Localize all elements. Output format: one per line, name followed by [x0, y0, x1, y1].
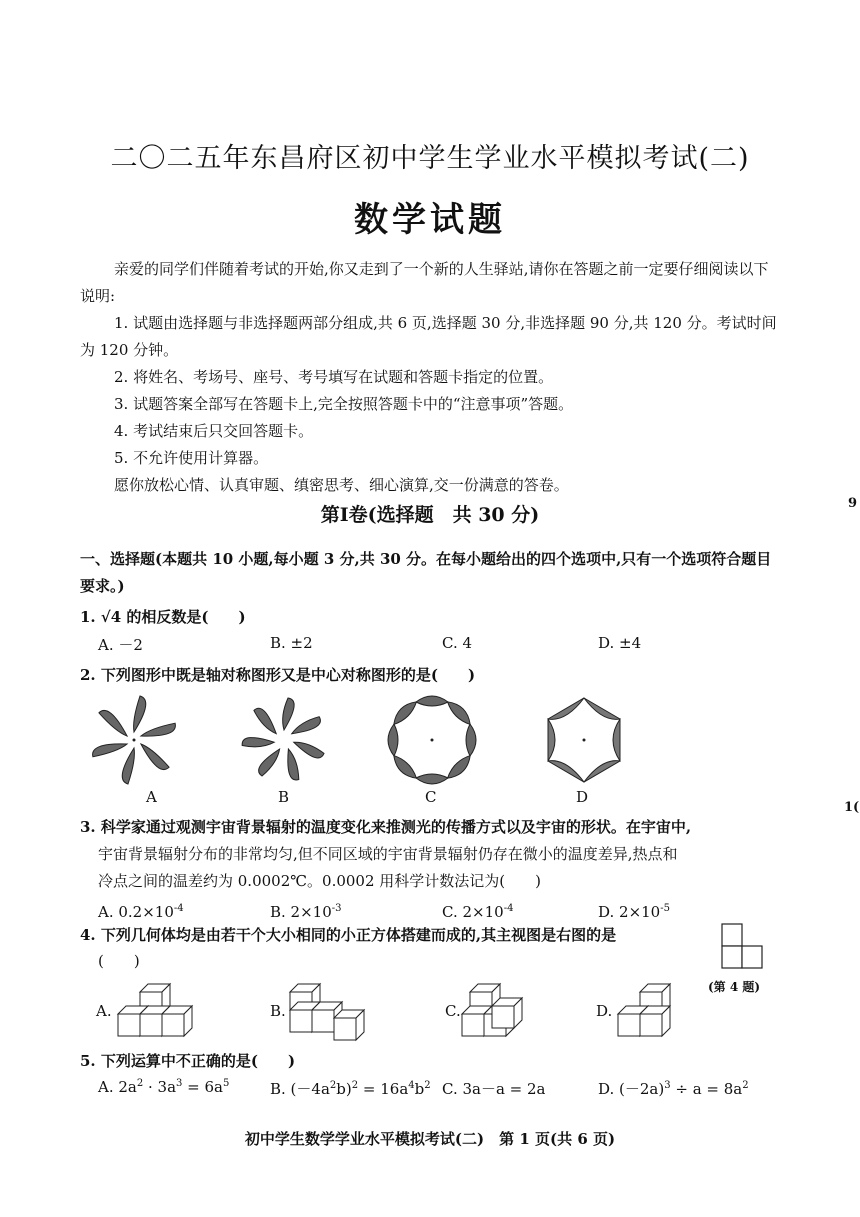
q1-option-d: D. ±4 — [598, 634, 642, 652]
q5-option-c: C. 3a－a = 2a — [442, 1080, 546, 1098]
q3-option-d: D. $2\times 10^{-5}$ — [598, 903, 670, 921]
question-1-stem: 1. √4 的相反数是( ) — [80, 608, 246, 626]
intro-closing: 愿你放松心情、认真审题、缜密思考、细心演算,交一份满意的答卷。 — [114, 476, 569, 494]
q5-option-d: D. $(-2a)^3 \div a = 8a^2$ — [598, 1080, 749, 1098]
instruction-item-3: 3. 试题答案全部写在答题卡上,完全按照答题卡中的“注意事项”答题。 — [114, 395, 574, 413]
question-4-front-view-figure — [710, 920, 770, 976]
q4-option-d-label: D. — [596, 1002, 613, 1020]
question-3-options — [80, 895, 780, 921]
exam-subtitle: 数学试题 — [354, 200, 506, 240]
instruction-item-5: 5. 不允许使用计算器。 — [114, 449, 269, 467]
figure-label-b: B — [278, 788, 290, 806]
q4-option-a-label: A. — [96, 1002, 112, 1020]
intro-greeting: 亲爱的同学们伴随着考试的开始,你又走到了一个新的人生驿站,请你在答题之前一定要仔细阅读以下说明: — [80, 260, 769, 305]
question-3 — [80, 814, 780, 921]
edge-mark-1: 9 — [848, 496, 858, 511]
solid-b — [290, 984, 364, 1040]
figure-label-a: A — [146, 788, 157, 806]
solid-d — [618, 984, 670, 1036]
figure-b-fan — [241, 698, 325, 782]
question-3-line-2: 宇宙背景辐射分布的非常均匀,但不同区域的宇宙背景辐射仍存在微小的温度差异,热点和 — [98, 845, 678, 863]
section-instruction: 一、选择题(本题共 10 小题,每小题 3 分,共 30 分。在每小题给出的四个选项中,只有一个选项符合题目要求。) — [80, 550, 772, 595]
question-2-stem: 2. 下列图形中既是轴对称图形又是中心对称图形的是( ) — [80, 666, 476, 684]
figure-label-d: D — [576, 788, 589, 806]
edge-mark-2: 1( — [844, 800, 860, 815]
exam-title: 二〇二五年东昌府区初中学生学业水平模拟考试(二) — [110, 143, 750, 174]
question-5-options — [80, 1078, 780, 1104]
q3-option-c: C. $2\times 10^{-4}$ — [442, 903, 514, 921]
figure-d-hexagon — [548, 698, 620, 782]
question-3-line-1: 3. 科学家通过观测宇宙背景辐射的温度变化来推测光的传播方式以及宇宙的形状。在宇宙中, — [80, 818, 692, 836]
question-4-figure-caption: (第 4 题) — [708, 980, 761, 994]
question-3-line-3: 冷点之间的温差约为 0.0002℃。0.0002 用科学计数法记为( ) — [98, 872, 541, 890]
instruction-item-2: 2. 将姓名、考场号、座号、考号填写在试题和答题卡指定的位置。 — [114, 368, 554, 386]
instruction-item-4: 4. 考试结束后只交回答题卡。 — [114, 422, 314, 440]
section-title: 第Ⅰ卷(选择题 共 30 分) — [320, 504, 540, 526]
q5-option-b: B. $(-4a^2b)^2 = 16a^4b^2$ — [270, 1080, 431, 1098]
q4-option-b-label: B. — [270, 1002, 286, 1020]
question-2-figures — [80, 694, 660, 794]
figure-c-ring — [388, 696, 476, 784]
q5-option-a: A. $2a^2 \cdot 3a^3 = 6a^5$ — [98, 1078, 230, 1096]
instructions — [80, 256, 780, 499]
page-footer: 初中学生数学学业水平模拟考试(二) 第 1 页(共 6 页) — [244, 1130, 616, 1148]
q3-option-a: A. $0.2\times 10^{-4}$ — [98, 903, 184, 921]
q1-option-c: C. 4 — [442, 634, 473, 652]
solid-a — [118, 984, 192, 1036]
q4-option-c-label: C. — [445, 1002, 461, 1020]
q3-option-b: B. $2\times 10^{-3}$ — [270, 903, 342, 921]
question-1-options — [80, 634, 780, 660]
solid-c — [462, 984, 522, 1036]
question-1 — [80, 606, 780, 660]
figure-label-c: C — [425, 788, 437, 806]
question-4-paren: ( ) — [98, 952, 140, 970]
question-4-stem: 4. 下列几何体均是由若干个大小相同的小正方体搭建而成的,其主视图是右图的是 — [80, 926, 617, 944]
q1-option-b: B. ±2 — [270, 634, 313, 652]
q1-option-a: A. －2 — [98, 636, 143, 654]
question-5-stem: 5. 下列运算中不正确的是( ) — [80, 1052, 296, 1070]
instruction-item-1: 1. 试题由选择题与非选择题两部分组成,共 6 页,选择题 30 分,非选择题 90 分,共 120 分。考试时间为 120 分钟。 — [80, 314, 777, 359]
question-4-solids — [110, 980, 770, 1042]
figure-a-pinwheel — [90, 696, 178, 784]
